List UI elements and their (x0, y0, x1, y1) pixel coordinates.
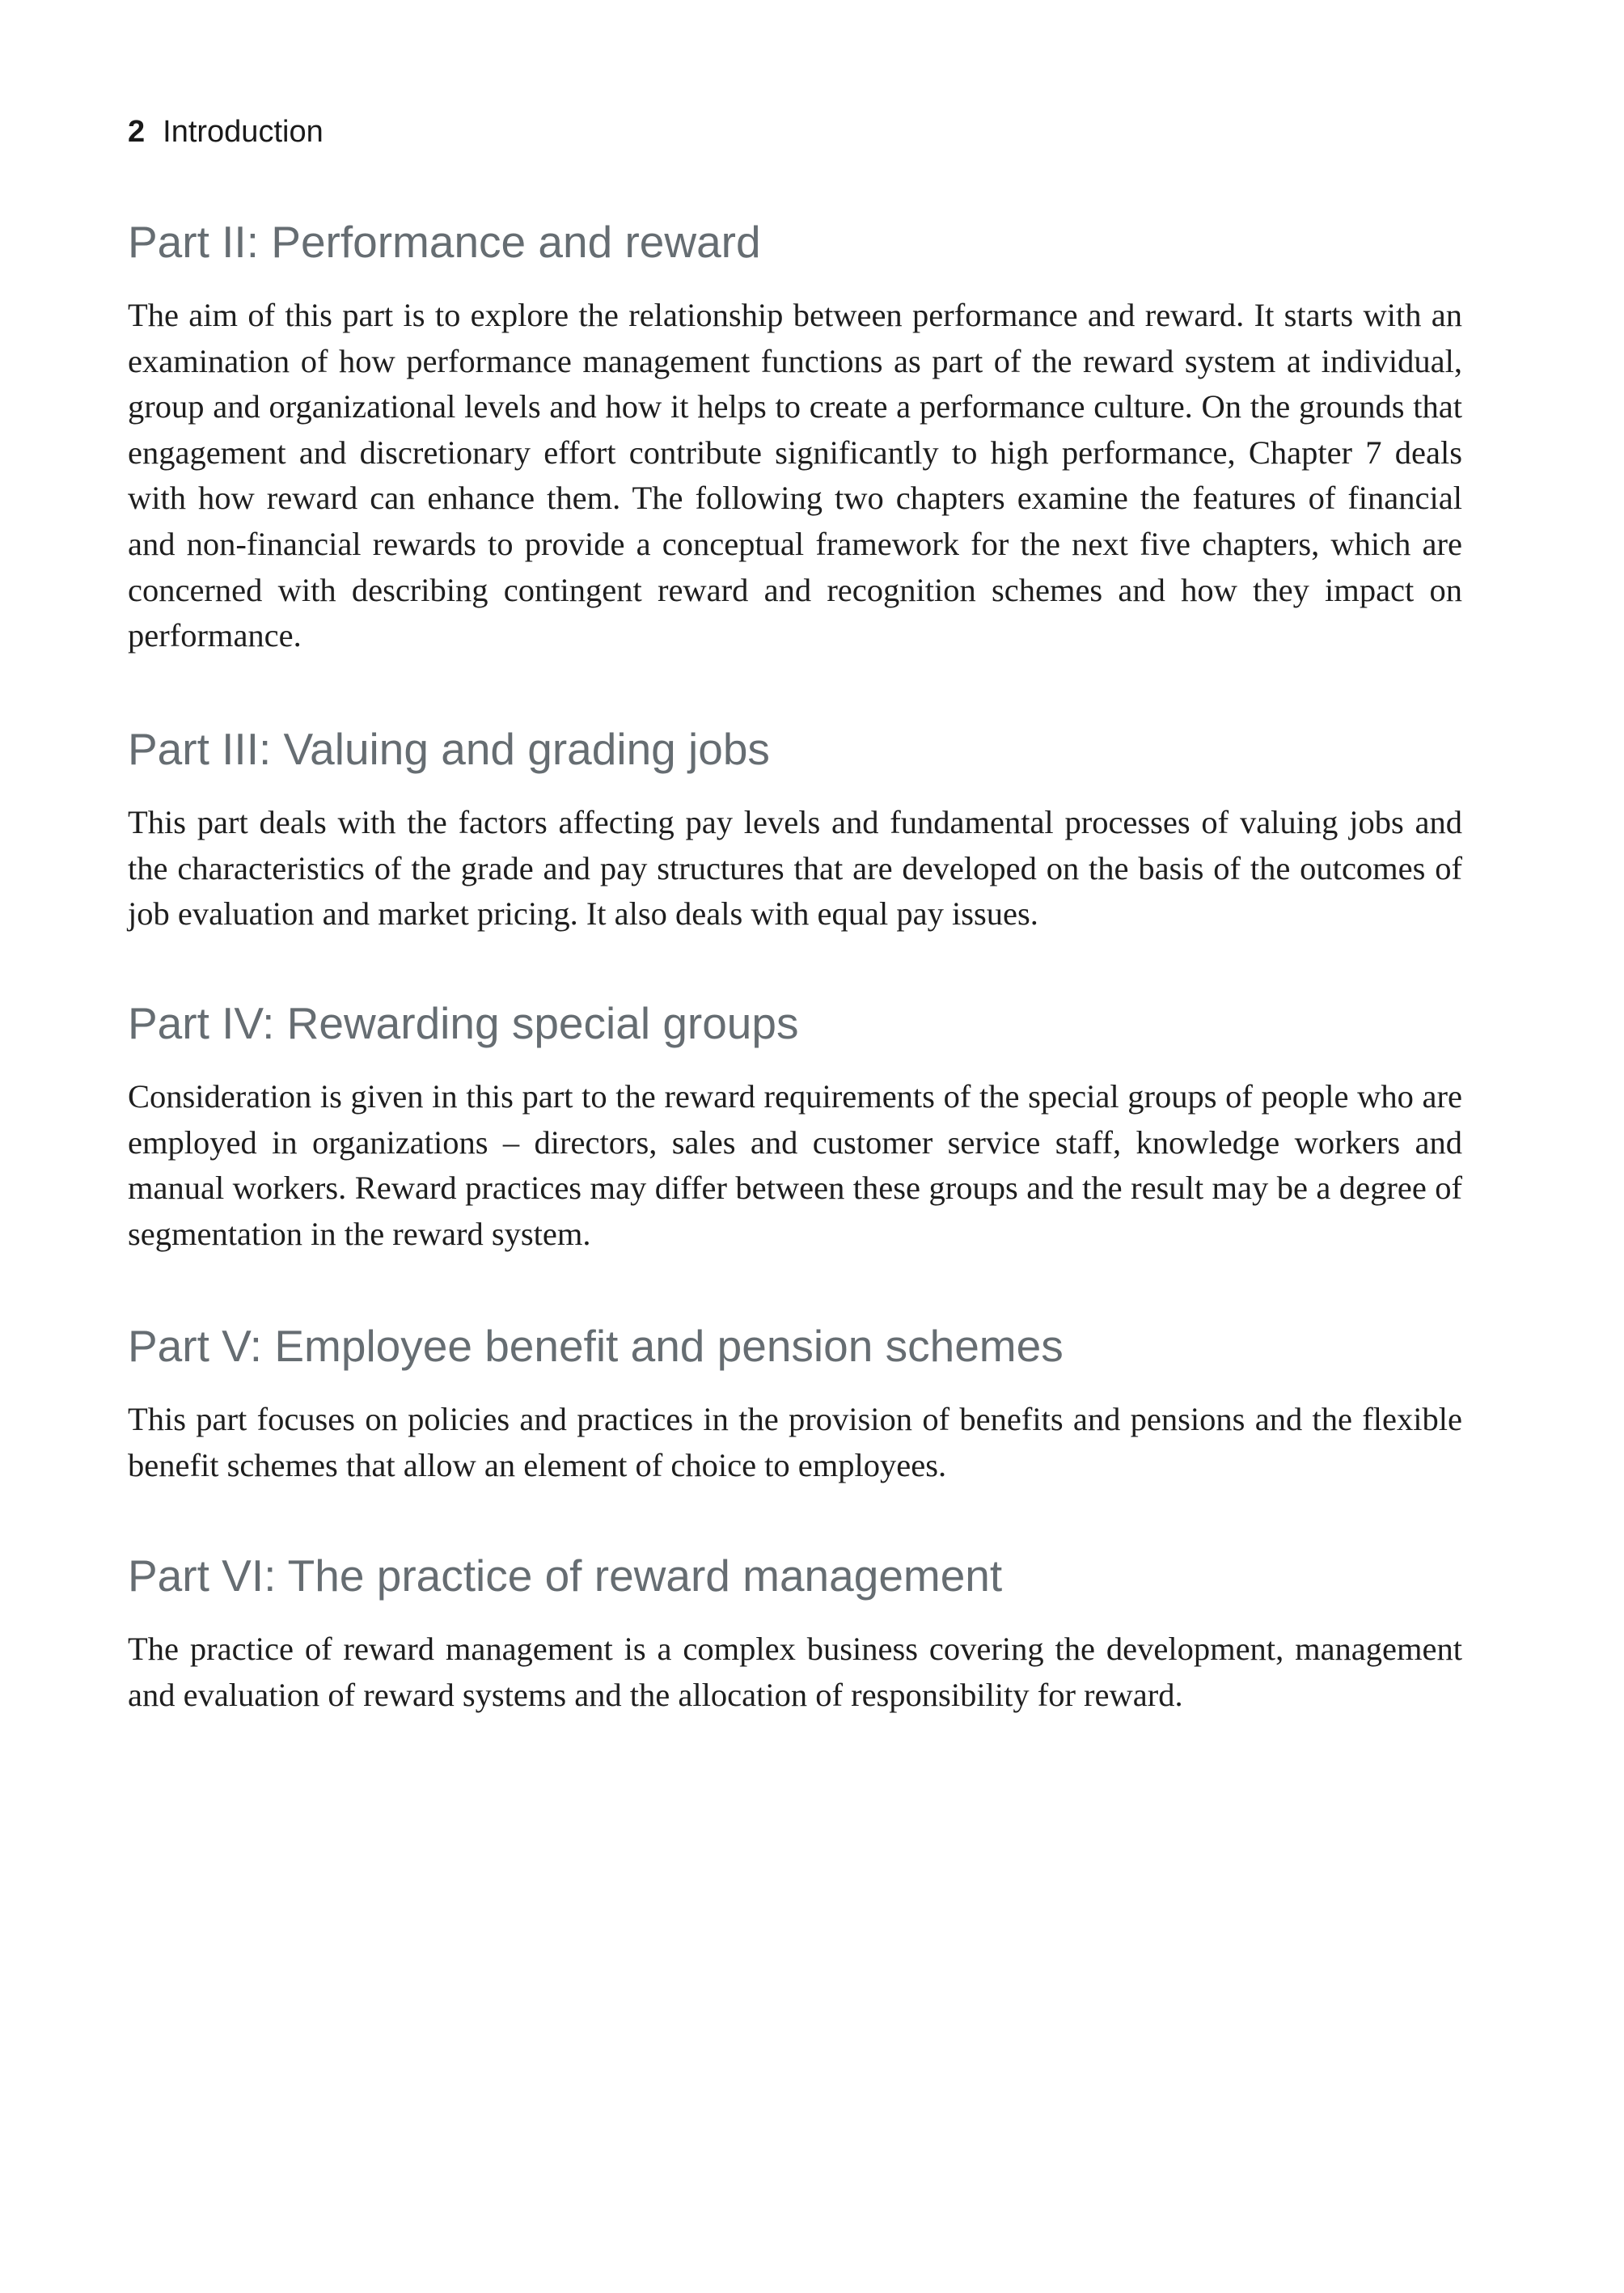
section-body: This part deals with the factors affecting pay levels and fundamental processes of valuing jobs and the characteristics of the grade and pay structures that are developed on the basis of the outcomes of job evaluation and market pricing. It also deals with equal pay issues. (128, 804, 1462, 933)
section-heading: Part III: Valuing and grading jobs (128, 724, 770, 774)
section-heading: Part V: Employee benefit and pension schemes (128, 1321, 1064, 1371)
section-part-4 (128, 996, 1462, 1257)
section-heading: Part IV: Rewarding special groups (128, 998, 799, 1048)
running-head (128, 115, 324, 150)
section-part-5 (128, 1319, 1462, 1488)
section-part-2 (128, 215, 1462, 659)
running-title: Introduction (163, 115, 324, 149)
section-body: The practice of reward management is a complex business covering the development, management and evaluation of reward systems and the allocation of responsibility for reward. (128, 1631, 1462, 1713)
section-body: The aim of this part is to explore the relationship between performance and reward. It starts with an examination of how performance management functions as part of the reward system at individual, group and organizational levels and how it helps to create a performance culture. On the grounds that engagement and discretionary effort contribute significantly to high performance, Chapter 7 deals with how reward can enhance them. The following two chapters examine the features of financial and non-financial rewards to provide a conceptual framework for the next five chapters, which are concerned with describing contingent reward and recognition schemes and how they impact on performance. (128, 297, 1462, 654)
section-body: Consideration is given in this part to the reward requirements of the special groups of people who are employed in organizations – directors, sales and customer service staff, knowledge workers and manual workers. Reward practices may differ between these groups and the result may be a degree of segmentation in the reward system. (128, 1078, 1462, 1252)
section-heading: Part II: Performance and reward (128, 217, 761, 267)
section-body: This part focuses on policies and practices in the provision of benefits and pensions and the flexible benefit schemes that allow an element of choice to employees. (128, 1401, 1462, 1483)
section-heading: Part VI: The practice of reward management (128, 1551, 1003, 1601)
page-number: 2 (128, 115, 146, 149)
section-part-6 (128, 1549, 1462, 1718)
section-part-3 (128, 722, 1462, 937)
